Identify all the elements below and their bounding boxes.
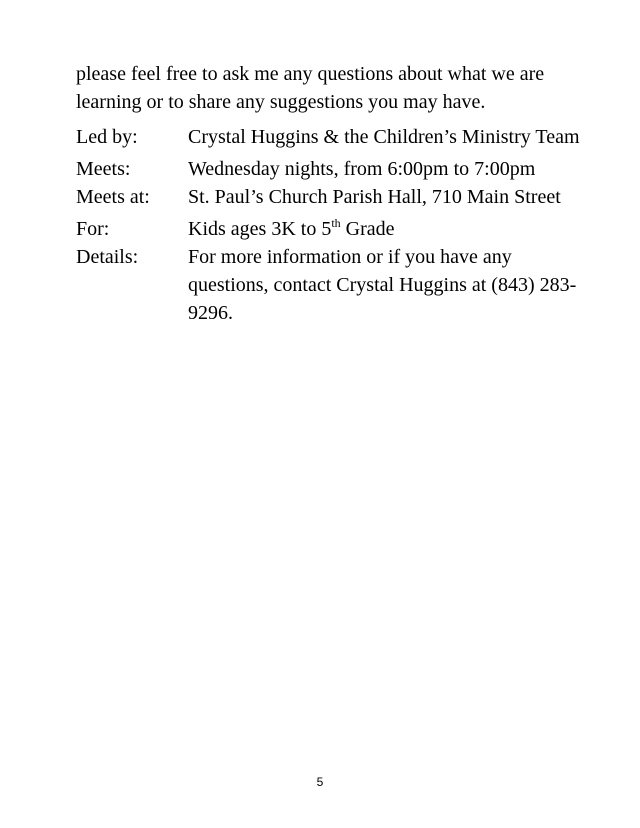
detail-value-meets-at: St. Paul’s Church Parish Hall, 710 Main Street bbox=[188, 186, 561, 208]
detail-label-led-by: Led by: bbox=[76, 126, 138, 148]
intro-paragraph: please feel free to ask me any questions about what we are learning or to share any suggestions you may have. bbox=[76, 63, 545, 113]
program-details bbox=[76, 123, 596, 327]
detail-value-details: For more information or if you have any questions, contact Crystal Huggins at (843) 283-9296. bbox=[188, 246, 577, 324]
detail-row-details bbox=[76, 243, 596, 327]
detail-row-meets bbox=[76, 155, 596, 183]
detail-row-meets-at bbox=[76, 183, 596, 211]
detail-value-for bbox=[188, 215, 596, 243]
detail-label-meets-at: Meets at: bbox=[76, 186, 150, 208]
detail-value-for-suffix: Grade bbox=[340, 218, 395, 240]
detail-label-meets: Meets: bbox=[76, 158, 131, 180]
ordinal-superscript: th bbox=[331, 216, 341, 230]
page-number: 5 bbox=[316, 775, 324, 789]
detail-value-meets: Wednesday nights, from 6:00pm to 7:00pm bbox=[188, 158, 536, 180]
detail-label-for: For: bbox=[76, 218, 110, 240]
detail-value-for-text: Kids ages 3K to 5 bbox=[188, 218, 332, 240]
detail-row-led-by bbox=[76, 123, 596, 151]
detail-value-led-by: Crystal Huggins & the Children’s Ministry Team bbox=[188, 126, 580, 148]
detail-row-for bbox=[76, 215, 596, 243]
detail-label-details: Details: bbox=[76, 246, 139, 268]
